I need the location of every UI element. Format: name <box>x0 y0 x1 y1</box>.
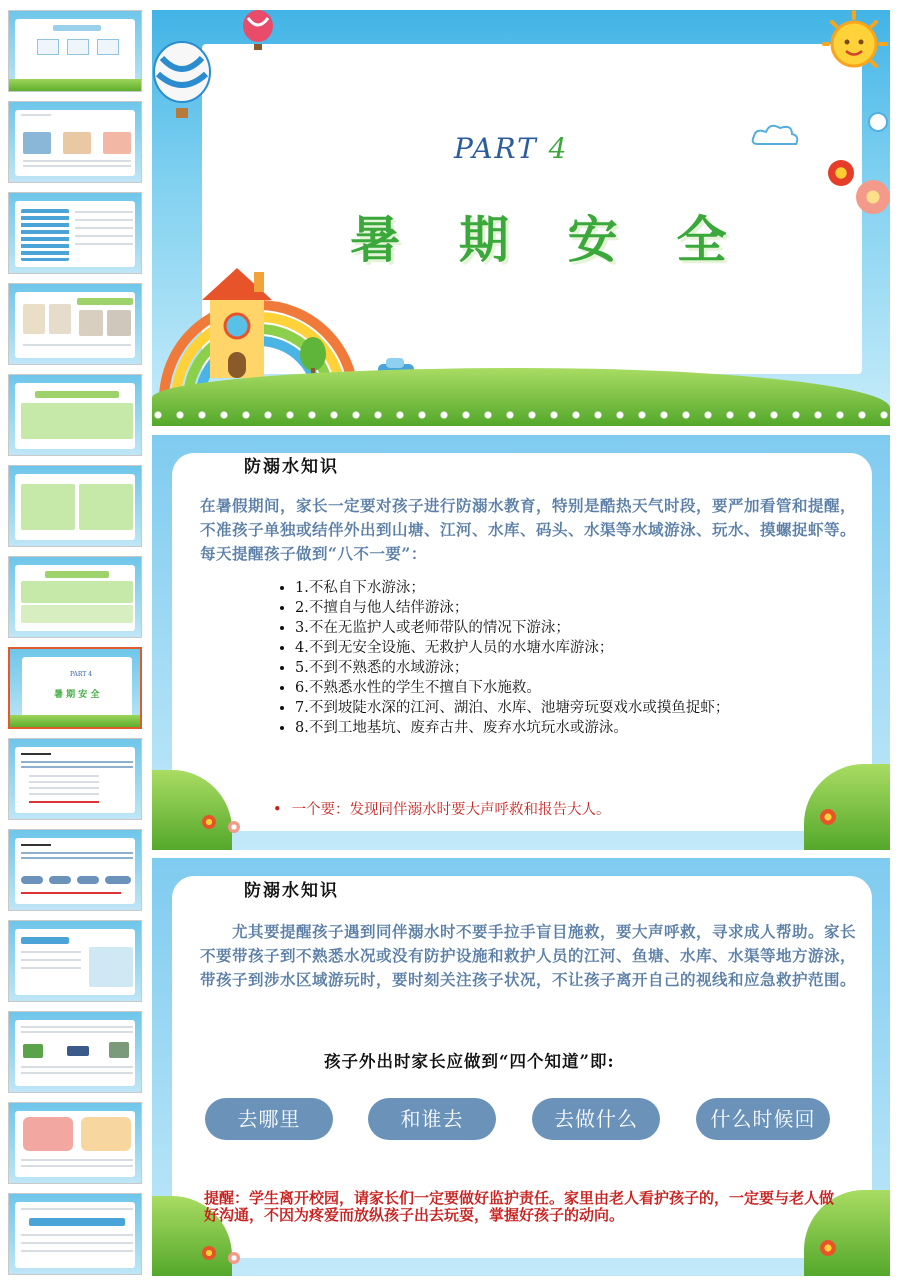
thumbnail-label-box <box>21 937 69 944</box>
thumbnail-grass <box>10 715 140 727</box>
hot-air-balloon-icon <box>240 10 276 54</box>
grass-flowers <box>152 408 890 422</box>
rule-item: • 1.不私自下水游泳； <box>295 578 835 598</box>
thumbnail-image <box>107 310 131 336</box>
thumbnail-card <box>15 747 135 813</box>
thumbnail-text-line <box>21 1066 133 1068</box>
thumbnail-text-line <box>23 165 131 167</box>
flower-icon <box>202 1246 216 1260</box>
pill-with-whom: 和谁去 <box>368 1098 496 1140</box>
thumbnail-label-box <box>53 25 101 31</box>
thumbnail-image <box>103 132 131 154</box>
thumbnail-image <box>23 1117 73 1151</box>
part-label-text: PART <box>454 132 538 165</box>
part-label <box>454 132 569 165</box>
flower-icon <box>228 821 240 833</box>
thumbnail-text-line <box>37 39 59 55</box>
house-icon <box>192 260 282 380</box>
section-heading: 防溺水知识 <box>244 457 339 477</box>
slide-thumbnail[interactable] <box>8 738 142 820</box>
thumbnail-text-line <box>21 1026 133 1028</box>
thumbnail-text-line <box>29 793 99 795</box>
cloud-icon <box>866 110 890 134</box>
thumbnail-image <box>109 1042 129 1058</box>
pill-where: 去哪里 <box>205 1098 333 1140</box>
one-must-rule <box>273 798 611 819</box>
thumbnail-image <box>89 947 133 987</box>
flower-icon <box>820 809 836 825</box>
flower-icon <box>856 180 890 214</box>
thumbnail-text-line <box>21 1031 133 1033</box>
thumbnail-text-line <box>75 227 133 229</box>
thumbnail-text-line <box>21 761 133 763</box>
thumbnail-pill <box>21 876 43 884</box>
thumbnail-text-line <box>21 1242 133 1244</box>
slide-thumbnail[interactable] <box>8 1193 142 1275</box>
hot-air-balloon-icon <box>152 40 214 130</box>
one-must-text: 一个要：发现同伴溺水时要大声呼救和报告大人。 <box>291 802 611 818</box>
rule-item: • 3.不在无监护人或老师带队的情况下游泳； <box>295 618 835 638</box>
slide-thumbnail[interactable] <box>8 283 142 365</box>
thumbnail-text-line <box>21 1208 133 1210</box>
thumbnail-text-line <box>21 1159 133 1161</box>
bullet-dot: • <box>273 802 282 818</box>
thumbnail-text-line <box>29 801 99 803</box>
thumbnail-pill <box>105 876 131 884</box>
thumbnail-text-line <box>21 766 133 768</box>
thumbnail-text-line <box>67 39 89 55</box>
thumbnail-image <box>49 304 71 334</box>
thumbnail-text-line <box>21 959 81 961</box>
thumbnail-image <box>23 304 45 334</box>
thumbnail-strip <box>0 0 148 1286</box>
slide-thumbnail[interactable] <box>8 920 142 1002</box>
thumbnail-text-line <box>75 211 133 213</box>
flower-icon <box>202 815 216 829</box>
thumbnail-text-line <box>23 344 131 346</box>
slide-thumbnail[interactable] <box>8 10 142 92</box>
thumbnail-label-box <box>35 391 119 398</box>
rule-item: • 4.不到无安全设施、无救护人员的水塘水库游泳； <box>295 638 835 658</box>
flower-icon <box>828 160 854 186</box>
slide-thumbnail[interactable] <box>8 374 142 456</box>
slide-title <box>152 10 890 426</box>
thumbnail-text-line <box>21 967 81 969</box>
flower-icon <box>820 1240 836 1256</box>
thumbnail-text-block <box>79 484 133 530</box>
thumbnail-text-line <box>75 243 133 245</box>
intro-paragraph: 在暑假期间，家长一定要对孩子进行防溺水教育，特别是酷热天气时段，要严加看管和提醒，不准孩子单独或结伴外出到山塘、江河、水库、码头、水渠等水域游泳、玩水、摸螺捉虾等。每天提醒孩子做到“八不一要”： <box>200 496 857 563</box>
guidance-paragraph: 尤其要提醒孩子遇到同伴溺水时不要手拉手盲目施救，要大声呼救，寻求成人帮助。家长不要带孩子到不熟悉水况或没有防护设施和救护人员的江河、鱼塘、水库、水渠等地方游泳，带孩子到涉水区域游玩时，要时刻关注孩子状况，不让孩子离开自己的视线和应急救护范围。 <box>200 922 857 989</box>
thumbnail-text-block <box>21 484 75 530</box>
thumbnail-image <box>79 310 103 336</box>
pill-what: 去做什么 <box>532 1098 660 1140</box>
slide-thumbnail[interactable] <box>8 1011 142 1093</box>
thumbnail-text-line <box>21 857 133 859</box>
cloud-icon <box>750 122 800 150</box>
slide-thumbnail[interactable] <box>8 465 142 547</box>
thumbnail-text-line <box>21 114 51 116</box>
thumbnail-image <box>23 1044 43 1058</box>
thumbnail-text-line <box>75 219 133 221</box>
pill-when-back: 什么时候回 <box>696 1098 830 1140</box>
thumbnail-image <box>63 132 91 154</box>
flower-icon <box>228 1252 240 1264</box>
thumbnail-text-line <box>29 781 99 783</box>
thumbnail-card <box>15 838 135 904</box>
slide-thumbnail[interactable] <box>8 192 142 274</box>
slide-thumbnail[interactable] <box>8 1102 142 1184</box>
slide-thumbnail[interactable] <box>8 101 142 183</box>
thumbnail-text-line <box>29 775 99 777</box>
parent-reminder: 提醒：学生离开校园，请家长们一定要做好监护责任。家里由老人看护孩子的，一定要与老人做好沟通，不因为疼爱而放纵孩子出去玩耍，掌握好孩子的动向。 <box>204 1189 835 1224</box>
slide-title-text: 暑 期 安 全 <box>350 211 735 269</box>
rule-item: • 6.不熟悉水性的学生不擅自下水施救。 <box>295 678 835 698</box>
rule-item: • 7.不到坡陡水深的江河、湖泊、水库、池塘旁玩耍戏水或摸鱼捉虾； <box>295 698 835 718</box>
thumbnail-label-box <box>29 1218 125 1226</box>
thumbnail-text-block <box>21 403 133 439</box>
thumbnail-label-box <box>45 571 109 578</box>
rule-item: • 8.不到工地基坑、废弃古井、废弃水坑玩水或游泳。 <box>295 718 835 738</box>
sun-icon <box>816 10 890 84</box>
thumbnail-image <box>23 132 51 154</box>
thumbnail-image <box>81 1117 131 1151</box>
thumbnail-text-line <box>29 787 99 789</box>
rules-list <box>273 578 835 738</box>
slide-thumbnail[interactable] <box>8 829 142 911</box>
thumbnail-text-line <box>21 753 51 755</box>
thumbnail-text-line <box>23 160 131 162</box>
thumbnail-text-block <box>21 605 133 623</box>
thumbnail-text-line <box>97 39 119 55</box>
thumbnail-table <box>21 209 69 261</box>
thumbnail-part-label: PART 4 <box>70 671 92 678</box>
thumbnail-text-block <box>21 581 133 603</box>
thumbnail-text-line <box>21 1072 133 1074</box>
thumbnail-image <box>67 1046 89 1056</box>
rule-item: • 5.不到不熟悉的水域游泳； <box>295 658 835 678</box>
thumbnail-text-line <box>75 235 133 237</box>
thumbnail-pill <box>77 876 99 884</box>
thumbnail-label-box <box>77 298 133 305</box>
thumbnail-grass <box>9 79 141 91</box>
thumbnail-title: 暑 期 安 全 <box>54 690 100 700</box>
four-knows-heading: 孩子外出时家长应做到“四个知道”即: <box>324 1052 615 1071</box>
slide-thumbnail[interactable] <box>8 556 142 638</box>
thumbnail-pill <box>49 876 71 884</box>
thumbnail-text-line <box>21 852 133 854</box>
rule-item: • 2.不擅自与他人结伴游泳； <box>295 598 835 618</box>
slide-thumbnail-selected[interactable] <box>8 647 142 729</box>
thumbnail-text-line <box>21 1250 133 1252</box>
thumbnail-text-line <box>21 951 81 953</box>
thumbnail-text-line <box>21 1165 133 1167</box>
section-heading: 防溺水知识 <box>244 881 339 901</box>
part-number: 4 <box>548 132 569 165</box>
thumbnail-text-line <box>21 844 51 846</box>
thumbnail-text-line <box>21 892 121 894</box>
thumbnail-text-line <box>21 1234 133 1236</box>
